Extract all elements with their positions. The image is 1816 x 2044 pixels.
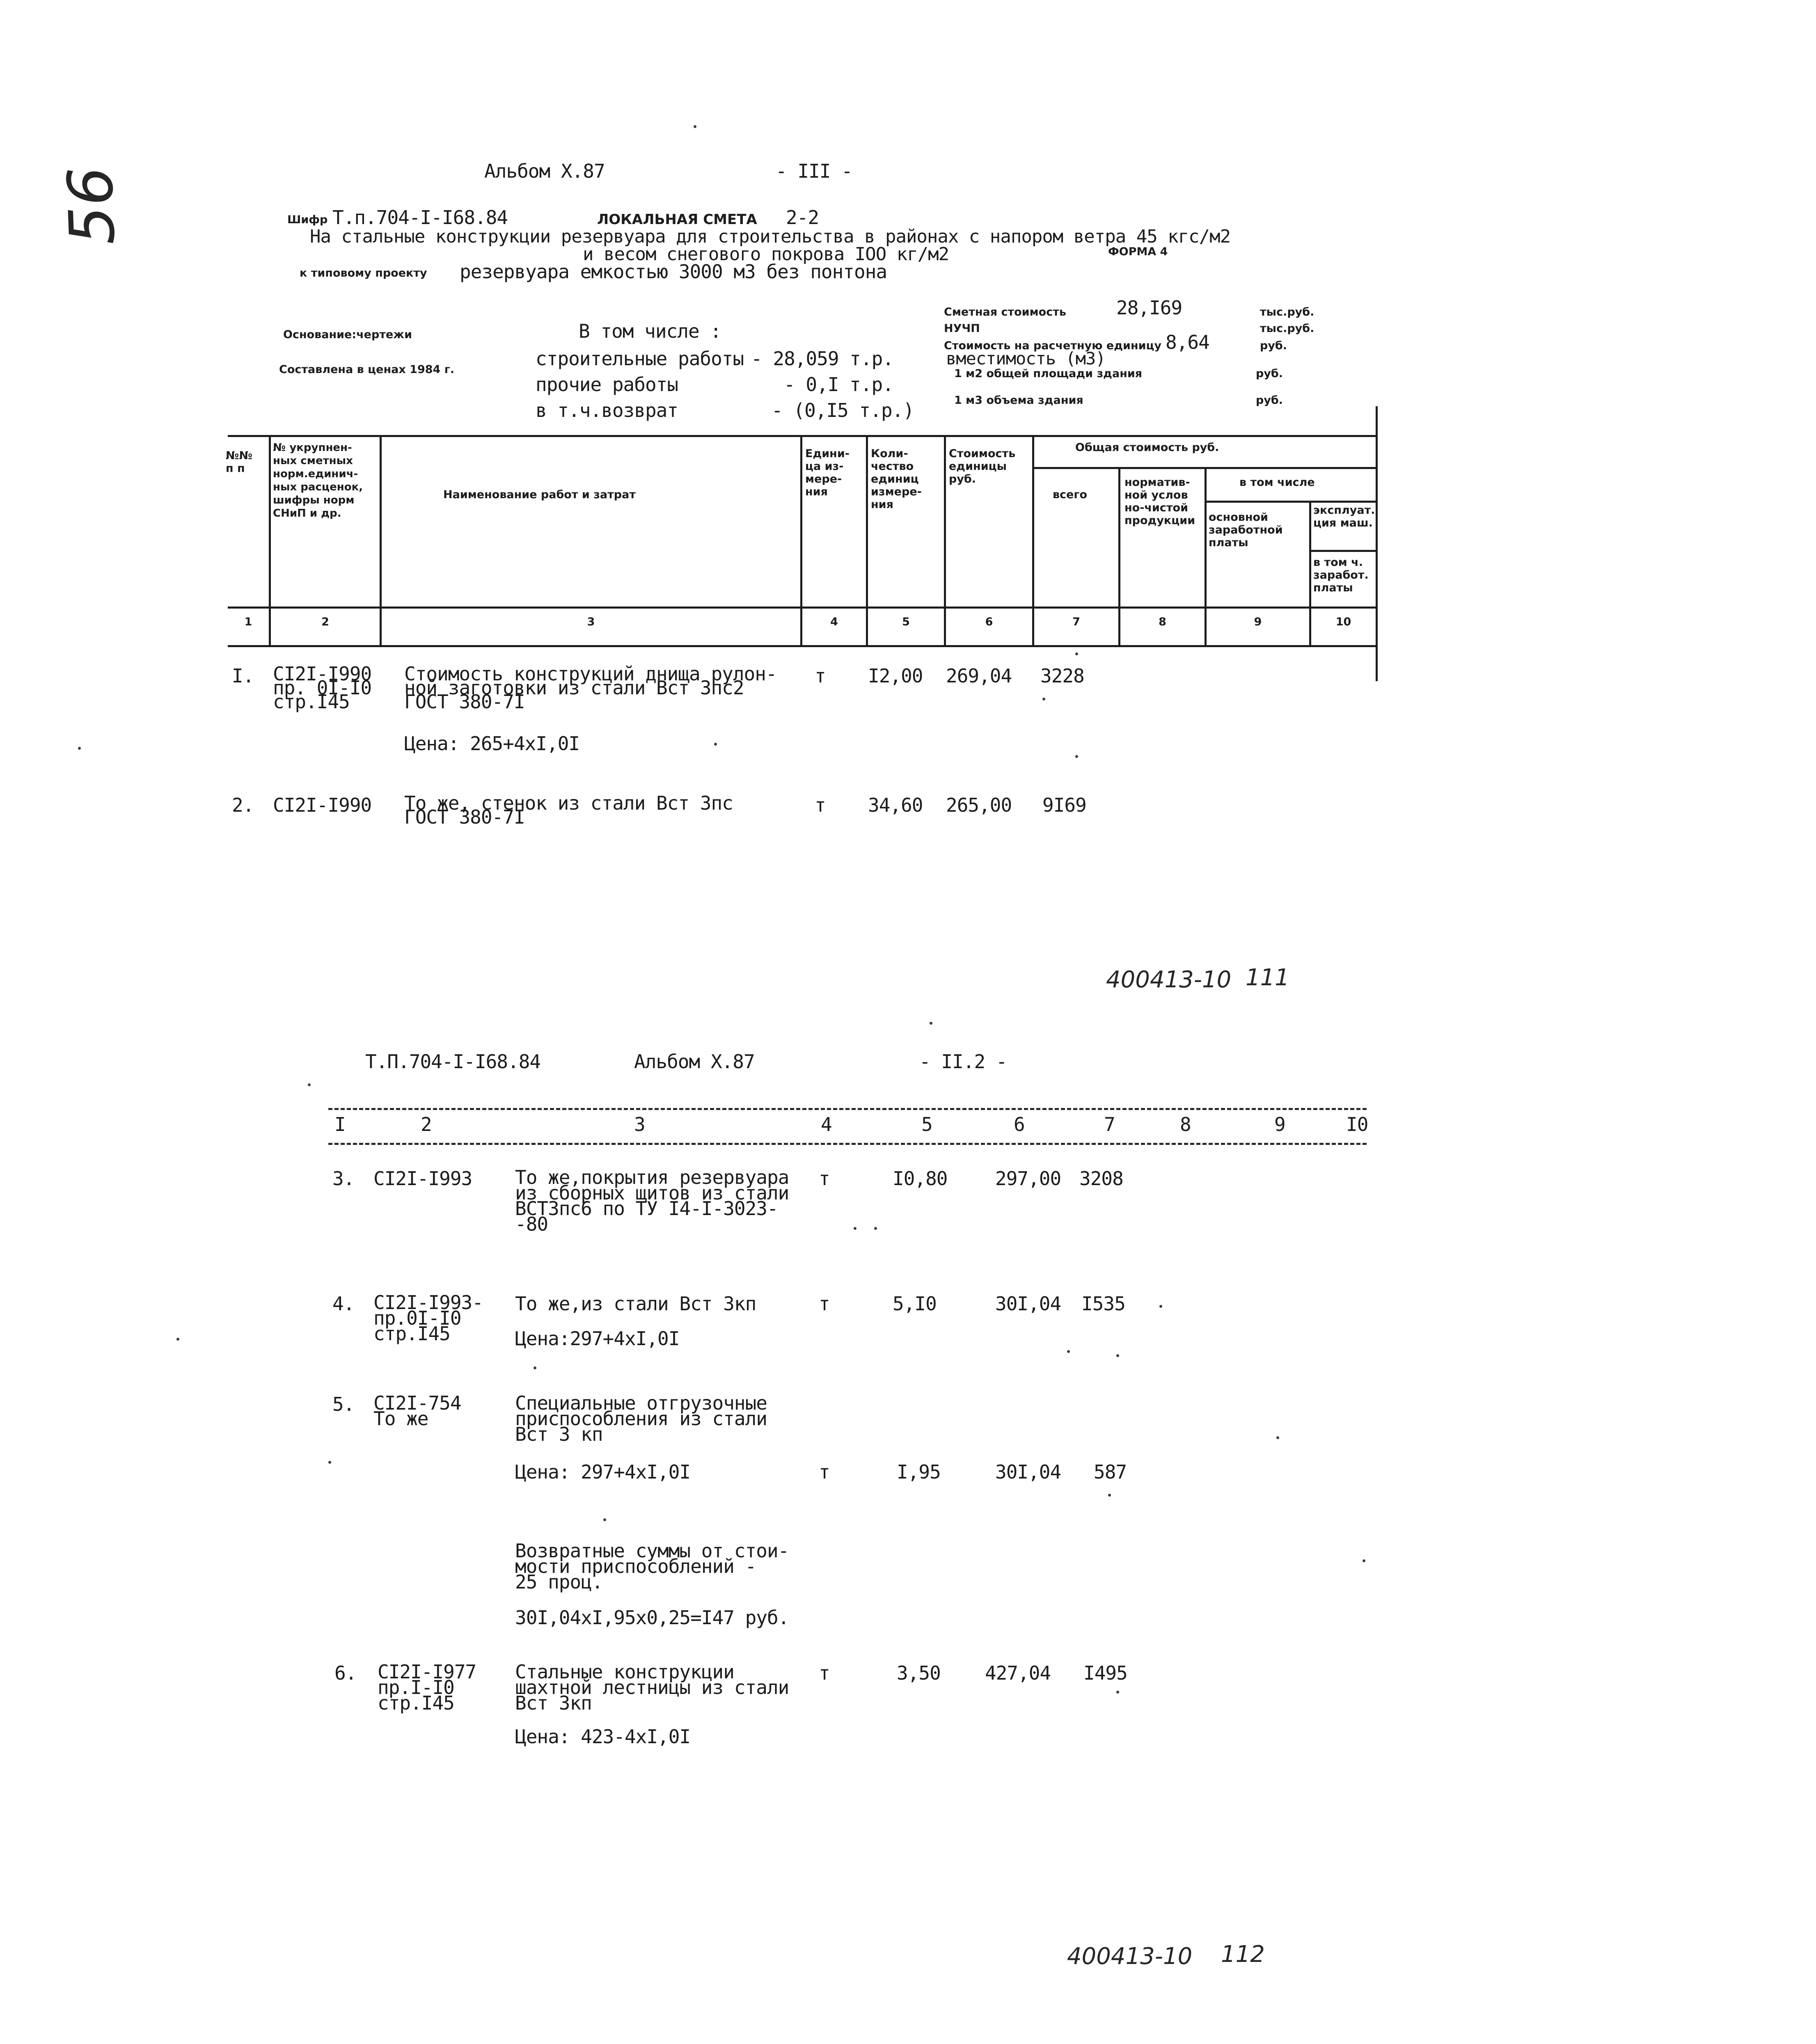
row-price-note: Цена: 423-4хI,0I	[515, 1726, 691, 1748]
code-prefix: Шифр	[287, 213, 328, 226]
header-col6: Стоимость единицы руб.	[949, 447, 1016, 485]
p2-colnum-6: 6	[1014, 1113, 1025, 1135]
row-qty: I2,00	[868, 665, 923, 687]
including-label-return: в т.ч.возврат	[536, 399, 678, 421]
doc-number: 2-2	[786, 206, 819, 229]
row-no: I.	[232, 665, 254, 687]
row-unit-cost: 269,04	[946, 665, 1012, 687]
page2-number: - II.2 -	[919, 1051, 1007, 1073]
row-total: 9I69	[1042, 794, 1086, 816]
row-no: 6.	[334, 1662, 357, 1684]
p2-colnum-2: 2	[421, 1113, 432, 1135]
row-price-note: Цена:297+4хI,0I	[515, 1328, 680, 1350]
colnum-9: 9	[1254, 616, 1262, 628]
row-code: СI2I-I977 пр.I-I0 стр.I45	[378, 1661, 476, 1714]
doc-title: ЛОКАЛЬНАЯ СМЕТА	[597, 211, 757, 228]
colnum-3: 3	[587, 616, 595, 628]
margin-note: 56	[55, 165, 129, 246]
header-col10: эксплуат. ция маш.	[1313, 504, 1375, 529]
row-code: СI2I-I993	[373, 1167, 472, 1190]
row-unit: т	[815, 794, 826, 816]
row-total: I495	[1083, 1662, 1127, 1684]
row-unit-cost: 30I,04	[995, 1293, 1061, 1315]
including-label-other: прочие работы	[536, 373, 678, 396]
subtitle-line2: и весом снегового покрова IОО кг/м2	[583, 244, 949, 265]
unit-cost-label: Стоимость на расчетную единицу	[944, 339, 1162, 352]
including-label-construction: строительные работы	[536, 348, 744, 370]
header-col5: Коли- чество единиц измере- ния	[871, 447, 922, 511]
page-number: - III -	[776, 160, 852, 182]
row-unit-cost: 30I,04	[995, 1461, 1061, 1483]
row-unit: т	[819, 1461, 830, 1483]
row-qty: I,95	[897, 1461, 941, 1483]
cost-value: 28,I69	[1116, 297, 1182, 319]
row-unit-cost: 265,00	[946, 794, 1012, 816]
row-no: 4.	[332, 1293, 355, 1315]
including-value-return: - (0,I5 т.р.)	[772, 399, 914, 421]
p2-colnum-9: 9	[1274, 1113, 1285, 1135]
row-code: СI2I-754 То же	[373, 1392, 461, 1430]
colnum-7: 7	[1072, 616, 1080, 628]
colnum-8: 8	[1159, 616, 1166, 628]
colnum-10: 10	[1335, 616, 1351, 628]
row-unit: т	[819, 1293, 830, 1315]
cost-unit: тыс.руб.	[1260, 306, 1314, 318]
p2-colnum-1: I	[334, 1113, 346, 1135]
header-col10b: в том ч. заработ. платы	[1313, 556, 1369, 594]
row-qty: 34,60	[868, 794, 923, 816]
colnum-1: 1	[244, 616, 252, 628]
nuchp-label: НУЧП	[944, 322, 980, 335]
row-unit-cost: 427,04	[985, 1662, 1051, 1684]
p2-colnum-8: 8	[1180, 1113, 1191, 1135]
row-qty: I0,80	[893, 1167, 948, 1190]
cost-label: Сметная стоимость	[944, 306, 1066, 318]
p2-colnum-5: 5	[921, 1113, 932, 1135]
colnum-5: 5	[902, 616, 910, 628]
header-col-group: Общая стоимость руб.	[1075, 441, 1219, 454]
volume-unit: руб.	[1256, 394, 1283, 407]
album-label: Альбом Х.87	[484, 160, 605, 182]
row-name: Стоимость конструкций днища рулон- ной заготовки из стали Вст 3пс2 ГОСТ 380-7I	[404, 663, 777, 713]
return-calc: 30I,04хI,95х0,25=I47 руб.	[515, 1607, 789, 1629]
row-code: СI2I-I990	[273, 794, 372, 816]
header-col4: Едини- ца из- мере- ния	[805, 447, 850, 498]
row-name: То же, стенок из стали Вст 3пс ГОСТ 380-7I	[404, 792, 733, 828]
row-name: Стальные конструкции шахтной лестницы из стали Вст 3кп	[515, 1661, 789, 1714]
return-note: Возвратные суммы от стои- мости приспособлений - 25 проц.	[515, 1540, 789, 1593]
p2-colnum-7: 7	[1104, 1113, 1115, 1135]
p2-colnum-4: 4	[821, 1113, 832, 1135]
volume-label: 1 м3 объема здания	[954, 394, 1083, 407]
row-unit: т	[819, 1662, 830, 1684]
row-no: 3.	[332, 1167, 355, 1190]
project-text: резервуара емкостью 3000 м3 без понтона	[460, 261, 887, 283]
including-value-other: - 0,I т.р.	[784, 373, 893, 396]
row-name: То же,покрытия резервуара из сборных щитов из стали ВСТ3пс6 по ТУ I4-I-3023- -80	[515, 1166, 789, 1235]
form-label: ФОРМА 4	[1108, 245, 1168, 258]
row-unit-cost: 297,00	[995, 1167, 1061, 1190]
area-unit: руб.	[1256, 367, 1283, 380]
row-unit: т	[819, 1167, 830, 1190]
row-name: Специальные отгрузочные приспособления из стали Вст 3 кп	[515, 1392, 767, 1445]
colnum-6: 6	[985, 616, 993, 628]
handwritten-ref-1: 400413-10	[1106, 966, 1232, 993]
p2-colnum-3: 3	[634, 1113, 645, 1135]
subtitle-line1: На стальные конструкции резервуара для строительства в районах с напором ветра 45 кгс/м2	[310, 226, 1231, 247]
header-col9: основной заработной платы	[1209, 511, 1283, 549]
row-price-note: Цена: 265+4хI,0I	[404, 732, 580, 755]
row-name: То же,из стали Вст 3кп	[515, 1293, 756, 1315]
row-qty: 5,I0	[893, 1293, 937, 1315]
header-col8: норматив- ной услов но-чистой продукции	[1124, 476, 1195, 527]
header-col7: всего	[1053, 488, 1088, 501]
handwritten-num-2: 112	[1221, 1941, 1265, 1968]
row-code: СI2I-I990 пр. 0I-I0 стр.I45	[273, 663, 372, 713]
row-total: I535	[1081, 1293, 1125, 1315]
row-no: 2.	[232, 794, 254, 816]
page2-rule-bottom	[328, 1143, 1367, 1145]
row-total: 3228	[1040, 665, 1084, 687]
page2-code: Т.П.704-I-I68.84	[365, 1051, 541, 1073]
including-title: В том числе :	[579, 320, 721, 342]
including-value-construction: - 28,059 т.р.	[751, 348, 894, 370]
basis-label: Основание:чертежи	[283, 328, 412, 341]
header-col3: Наименование работ и затрат	[443, 488, 636, 501]
header-col2: № укрупнен- ных сметных норм.единич- ных расценок, шифры норм СНиП и др.	[273, 442, 363, 520]
unit-cost-unit: руб.	[1260, 339, 1287, 352]
colnum-2: 2	[321, 616, 329, 628]
page2-album: Альбом Х.87	[634, 1051, 755, 1073]
header-col1: №№ п п	[226, 449, 252, 475]
unit-cost-value: 8,64	[1166, 331, 1209, 353]
handwritten-ref-2: 400413-10	[1067, 1943, 1193, 1970]
row-no: 5.	[332, 1393, 355, 1415]
page2-rule-top	[328, 1108, 1367, 1110]
project-prefix: к типовому проекту	[300, 267, 427, 279]
area-label: 1 м2 общей площади здания	[954, 367, 1143, 380]
row-price-note: Цена: 297+4хI,0I	[515, 1461, 691, 1483]
row-qty: 3,50	[897, 1662, 941, 1684]
header-col-inc: в том числе	[1239, 476, 1315, 489]
compiled-label: Составлена в ценах 1984 г.	[279, 363, 455, 376]
row-code: СI2I-I993- пр.0I-I0 стр.I45	[373, 1291, 483, 1345]
row-total: 587	[1094, 1461, 1127, 1483]
row-total: 3208	[1079, 1167, 1123, 1190]
capacity-label: вместимость (м3)	[946, 348, 1106, 369]
row-unit: т	[815, 665, 826, 687]
colnum-4: 4	[830, 616, 838, 628]
project-code: Т.п.704-I-I68.84	[332, 206, 508, 229]
handwritten-num-1: 111	[1246, 964, 1289, 991]
nuchp-unit: тыс.руб.	[1260, 322, 1314, 335]
p2-colnum-10: I0	[1346, 1113, 1368, 1135]
